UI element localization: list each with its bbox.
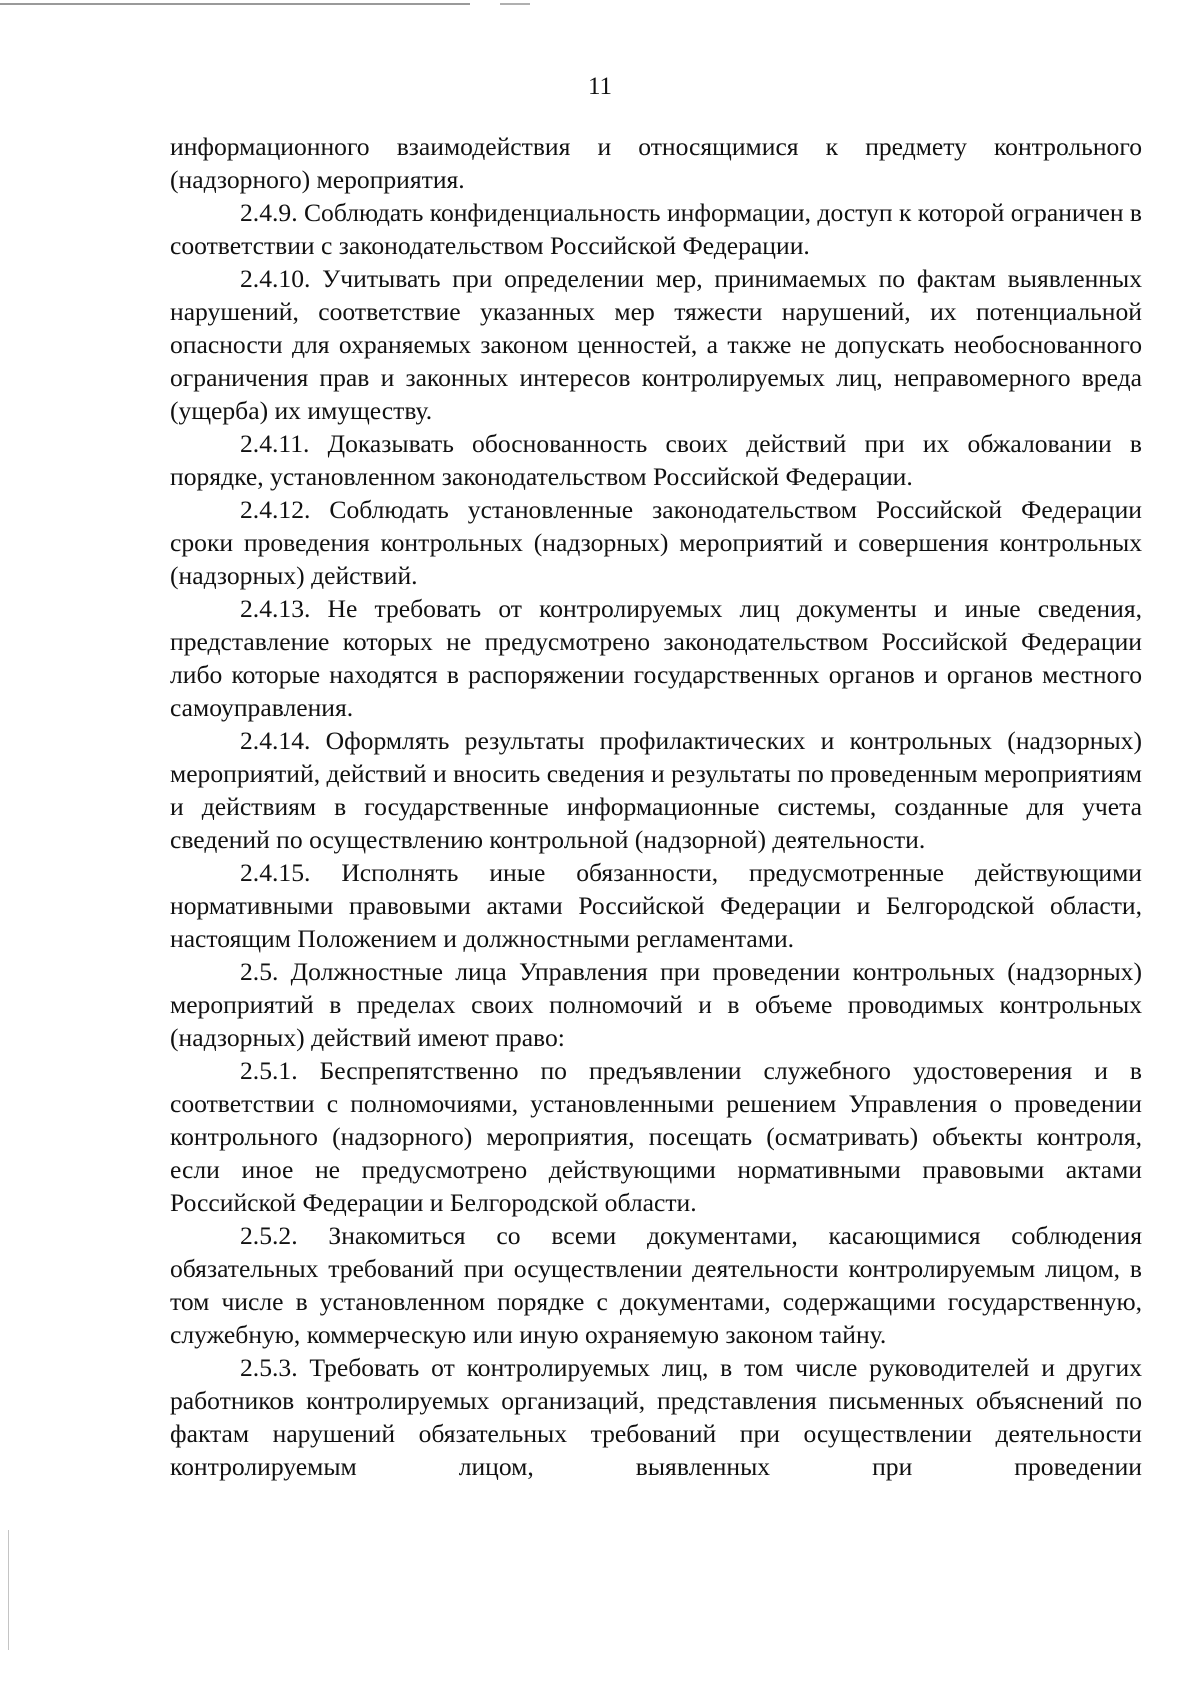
document-body [170,130,1142,1483]
scan-artifact-top [0,3,470,5]
scan-artifact-top-short [500,3,530,5]
paragraph-2-5-1: 2.5.1. Беспрепятственно по предъявлении служебного удостоверения и в соответствии с полномочиями, установленными решением Управления о проведении контрольного (надзорного) мероприятия, посещать (осматривать) объекты контроля, если иное не предусмотрено действующими нормативными правовыми актами Российской Федерации и Белгородской области. [170,1056,1142,1217]
paragraph-2-5-3: 2.5.3. Требовать от контролируемых лиц, в том числе руководителей и других работников контролируемых организаций, представления письменных объяснений по фактам нарушений обязательных требований при осуществлении деятельности контролируемым лицом, выявленных при проведении [170,1353,1142,1481]
paragraph-2-4-14: 2.4.14. Оформлять результаты профилактических и контрольных (надзорных) мероприятий, действий и вносить сведения и результаты по проведенным мероприятиям и действиям в государственные информационные системы, созданные для учета сведений по осуществлению контрольной (надзорной) деятельности. [170,726,1142,854]
paragraph-2-4-9: 2.4.9. Соблюдать конфиденциальность информации, доступ к которой ограничен в соответствии с законодательством Российской Федерации. [170,198,1142,260]
paragraph-2-5-2: 2.5.2. Знакомиться со всеми документами, касающимися соблюдения обязательных требований при осуществлении деятельности контролируемым лицом, в том числе в установленном порядке с документами, содержащими государственную, служебную, коммерческую или иную охраняемую законом тайну. [170,1221,1142,1349]
paragraph-2-4-10: 2.4.10. Учитывать при определении мер, принимаемых по фактам выявленных нарушений, соответствие указанных мер тяжести нарушений, их потенциальной опасности для охраняемых законом ценностей, а также не допускать необоснованного ограничения прав и законных интересов контролируемых лиц, неправомерного вреда (ущерба) их имуществу. [170,264,1142,425]
paragraph-2-4-12: 2.4.12. Соблюдать установленные законодательством Российской Федерации сроки проведения контрольных (надзорных) мероприятий и совершения контрольных (надзорных) действий. [170,495,1142,590]
scan-artifact-left [8,1530,9,1650]
paragraph-2-4-13: 2.4.13. Не требовать от контролируемых лиц документы и иные сведения, представление которых не предусмотрено законодательством Российской Федерации либо которые находятся в распоряжении государственных органов и органов местного самоуправления. [170,594,1142,722]
paragraph-2-4-15: 2.4.15. Исполнять иные обязанности, предусмотренные действующими нормативными правовыми актами Российской Федерации и Белгородской области, настоящим Положением и должностными регламентами. [170,858,1142,953]
paragraph-2-4-11: 2.4.11. Доказывать обоснованность своих действий при их обжаловании в порядке, установленном законодательством Российской Федерации. [170,429,1142,491]
paragraph-2-5: 2.5. Должностные лица Управления при проведении контрольных (надзорных) мероприятий в пределах своих полномочий и в объеме проводимых контрольных (надзорных) действий имеют право: [170,957,1142,1052]
page-number: 11 [587,73,613,100]
paragraph-continuation: информационного взаимодействия и относящимися к предмету контрольного (надзорного) мероприятия. [170,132,1142,194]
